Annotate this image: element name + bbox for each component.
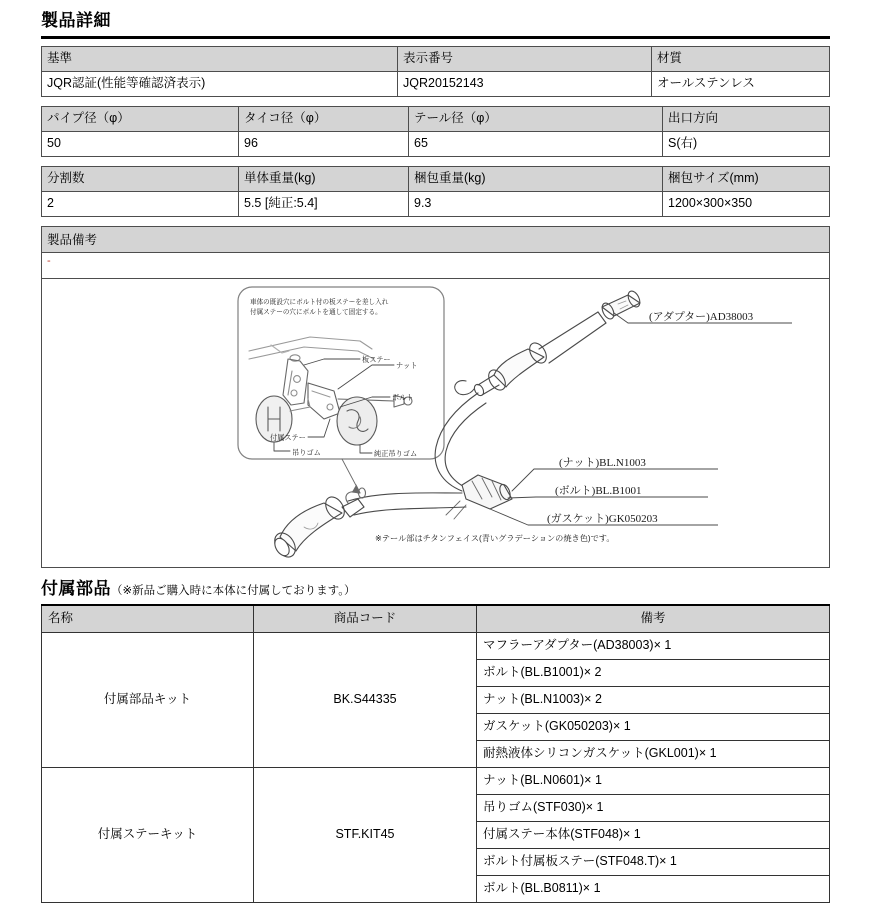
kit-item: 吊りゴム(STF030)× 1 — [477, 795, 830, 822]
header-cell-material: 材質 — [652, 47, 830, 72]
header-cell-name: 名称 — [42, 605, 254, 633]
table-header-row — [42, 167, 830, 192]
kit-item: 付属ステー本体(STF048)× 1 — [477, 822, 830, 849]
table-row — [42, 253, 830, 279]
inset-label-oem-hanger-rubber: 純正吊りゴム — [374, 449, 418, 459]
table-row — [42, 132, 830, 157]
value-cell-package-size: 1200×300×350 — [663, 192, 830, 217]
exhaust-diagram-svg — [42, 279, 829, 567]
callout-leader-nut — [512, 469, 558, 491]
kit-name-accessory-stay-kit: 付属ステーキット — [42, 768, 254, 903]
callout-label-bolt: (ボルト)BL.B1001 — [555, 485, 642, 498]
kit-name-accessory-parts-kit: 付属部品キット — [42, 633, 254, 768]
header-cell-product-code: 商品コード — [254, 605, 477, 633]
kit-item: 耐熱液体シリコンガスケット(GKL001)× 1 — [477, 741, 830, 768]
kit-item: ナット(BL.N1003)× 2 — [477, 687, 830, 714]
kit-code-accessory-stay-kit: STF.KIT45 — [254, 768, 477, 903]
kit-item: マフラーアダプター(AD38003)× 1 — [477, 633, 830, 660]
kit-item: ボルト付属板ステー(STF048.T)× 1 — [477, 849, 830, 876]
table-row — [42, 633, 830, 660]
inset-label-hanger-rubber: 吊りゴム — [292, 448, 321, 458]
header-cell-unit-weight: 単体重量(kg) — [239, 167, 409, 192]
header-cell-package-size: 梱包サイズ(mm) — [663, 167, 830, 192]
table-row — [42, 279, 830, 568]
callout-leader-bolt — [508, 497, 554, 498]
spec-table-standard — [41, 46, 830, 97]
table-header-row — [42, 47, 830, 72]
inset-label-bolt: ボルト — [392, 393, 414, 403]
header-cell-taiko-diameter: タイコ径（φ） — [239, 107, 409, 132]
header-cell-note: 備考 — [477, 605, 830, 633]
table-header-row — [42, 227, 830, 253]
callout-leader-gasket — [490, 509, 546, 525]
kit-item: ナット(BL.N0601)× 1 — [477, 768, 830, 795]
inset-label-nut: ナット — [396, 361, 418, 371]
spec-table-diameters — [41, 106, 830, 157]
title-divider — [41, 36, 830, 39]
callout-label-adapter: (アダプター)AD38003 — [649, 311, 754, 324]
page-title: 製品詳細 — [41, 11, 111, 30]
callout-label-nut: (ナット)BL.N1003 — [559, 457, 646, 470]
header-cell-standard: 基準 — [42, 47, 398, 72]
value-cell-unit-weight: 5.5 [純正:5.4] — [239, 192, 409, 217]
kit-item: ガスケット(GK050203)× 1 — [477, 714, 830, 741]
value-cell-package-weight: 9.3 — [409, 192, 663, 217]
figure-footnote: ※テール部はチタンフェイス(青いグラデーションの焼き色)です。 — [375, 534, 615, 544]
kit-item: ボルト(BL.B1001)× 2 — [477, 660, 830, 687]
header-cell-package-weight: 梱包重量(kg) — [409, 167, 663, 192]
callout-leader-adapter — [614, 313, 648, 323]
table-row — [42, 192, 830, 217]
inset-label-plate-stay: 板ステー — [362, 355, 391, 365]
inset-instruction-line2: 付属ステーの穴にボルトを通して固定する。 — [250, 309, 382, 317]
value-cell-standard: JQR認証(性能等確認済表示) — [42, 72, 398, 97]
accessories-title-note: （※新品ご購入時に本体に付属しております。） — [111, 585, 356, 598]
inset-instruction-line1: 車体の既設穴にボルト付の板ステーを差し入れ — [250, 299, 389, 307]
table-header-row — [42, 605, 830, 633]
header-cell-display-number: 表示番号 — [398, 47, 652, 72]
value-cell-product-remarks: - — [42, 253, 830, 279]
table-row — [42, 72, 830, 97]
value-cell-split-count: 2 — [42, 192, 239, 217]
header-cell-outlet-direction: 出口方向 — [663, 107, 830, 132]
header-cell-split-count: 分割数 — [42, 167, 239, 192]
accessories-title-text: 付属部品 — [41, 579, 111, 599]
spec-table-weight — [41, 166, 830, 217]
value-cell-tail-diameter: 65 — [409, 132, 663, 157]
accessories-title — [41, 568, 830, 604]
value-cell-outlet-direction: S(右) — [663, 132, 830, 157]
inset-label-included-stay: 付属ステー — [270, 433, 306, 443]
accessory-parts-table — [41, 604, 830, 903]
table-header-row — [42, 107, 830, 132]
header-cell-pipe-diameter: パイプ径（φ） — [42, 107, 239, 132]
value-cell-display-number: JQR20152143 — [398, 72, 652, 97]
header-cell-tail-diameter: テール径（φ） — [409, 107, 663, 132]
table-row — [42, 768, 830, 795]
callout-label-gasket: (ガスケット)GK050203 — [547, 513, 658, 526]
exhaust-diagram — [42, 279, 829, 567]
header-cell-product-remarks: 製品備考 — [42, 227, 830, 253]
kit-item: ボルト(BL.B0811)× 1 — [477, 876, 830, 903]
value-cell-material: オールステンレス — [652, 72, 830, 97]
product-remarks-table — [41, 226, 830, 568]
product-figure-cell — [42, 279, 830, 568]
kit-code-accessory-parts-kit: BK.S44335 — [254, 633, 477, 768]
value-cell-pipe-diameter: 50 — [42, 132, 239, 157]
value-cell-taiko-diameter: 96 — [239, 132, 409, 157]
